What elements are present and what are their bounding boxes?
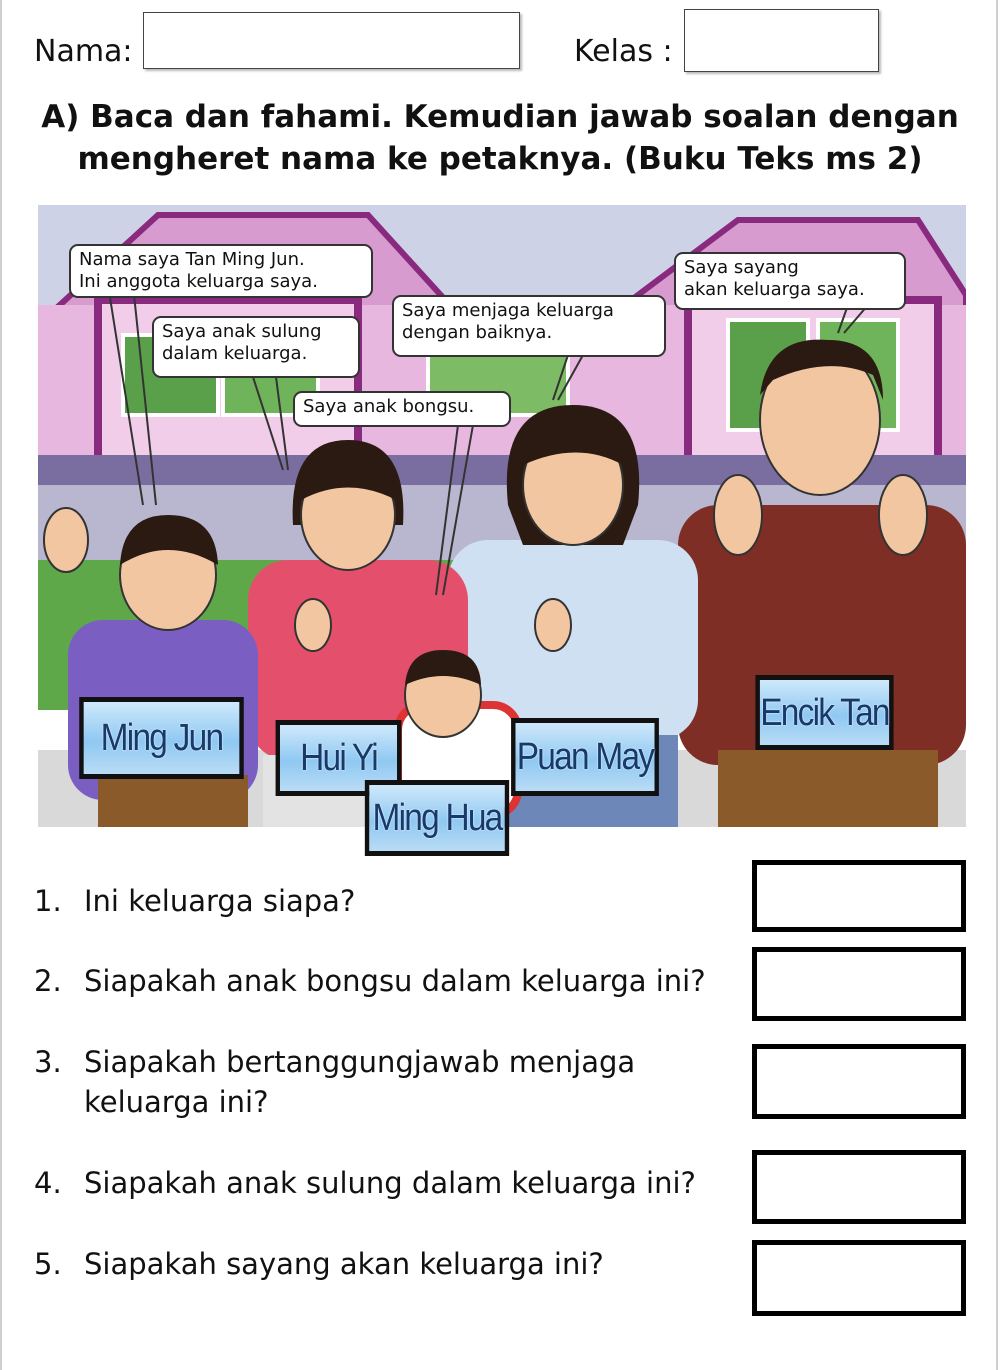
speech-bubble-ming-jun-line2: Ini anggota keluarga saya.: [79, 271, 318, 292]
name-chip-ming-jun[interactable]: Ming Jun: [79, 697, 244, 779]
question-5: [34, 1244, 734, 1288]
name-chip-hui-yi[interactable]: Hui Yi: [276, 720, 402, 796]
question-1: [34, 881, 734, 925]
name-chip-puan-may[interactable]: Puan May: [511, 718, 659, 796]
class-label: Kelas :: [574, 34, 673, 69]
question-3-text-line2: keluarga ini?: [84, 1085, 269, 1119]
speech-bubble-ming-jun-line1: Nama saya Tan Ming Jun.: [79, 249, 305, 270]
answer-box-4[interactable]: [752, 1150, 966, 1224]
question-2-text: Siapakah anak bongsu dalam keluarga ini?: [84, 964, 706, 998]
speech-bubble-encik-tan: [674, 252, 906, 310]
question-4-number: 4.: [34, 1166, 62, 1200]
name-chip-ming-hua[interactable]: Ming Hua: [365, 780, 509, 856]
question-2: [34, 961, 734, 1005]
speech-bubble-puan-may-line1: Saya menjaga keluarga: [402, 300, 614, 321]
speech-bubble-ming-jun: [69, 244, 373, 298]
speech-bubble-hui-yi-line2: dalam keluarga.: [162, 343, 308, 364]
question-4: [34, 1163, 734, 1207]
class-input[interactable]: [684, 9, 879, 72]
question-3: [34, 1042, 734, 1126]
speech-bubble-puan-may: [392, 295, 666, 357]
speech-bubble-hui-yi: [152, 316, 360, 378]
name-input[interactable]: [143, 12, 520, 69]
question-4-text: Siapakah anak sulung dalam keluarga ini?: [84, 1166, 696, 1200]
question-1-text: Ini keluarga siapa?: [84, 884, 356, 918]
page-border-left: [0, 0, 2, 1370]
question-5-text: Siapakah sayang akan keluarga ini?: [84, 1247, 604, 1281]
answer-box-2[interactable]: [752, 947, 966, 1021]
instruction-line-1: A) Baca dan fahami. Kemudian jawab soalan dengan: [41, 99, 959, 135]
question-5-number: 5.: [34, 1247, 62, 1281]
question-3-text: Siapakah bertanggungjawab menjaga: [84, 1045, 636, 1079]
speech-bubble-ming-hua-line1: Saya anak bongsu.: [303, 396, 475, 417]
question-1-number: 1.: [34, 884, 62, 918]
speech-bubble-encik-tan-line2: akan keluarga saya.: [684, 279, 865, 300]
name-chip-encik-tan[interactable]: Encik Tan: [755, 675, 893, 750]
instruction-line-2: mengheret nama ke petaknya. (Buku Teks ms 2): [77, 141, 923, 177]
speech-bubble-ming-hua: [293, 391, 511, 427]
page-border-right: [996, 0, 998, 1370]
question-3-number: 3.: [34, 1045, 62, 1079]
answer-box-5[interactable]: [752, 1240, 966, 1316]
speech-bubble-puan-may-line2: dengan baiknya.: [402, 322, 553, 343]
speech-bubble-hui-yi-line1: Saya anak sulung: [162, 321, 322, 342]
speech-bubble-encik-tan-line1: Saya sayang: [684, 257, 799, 278]
name-label: Nama:: [34, 34, 133, 69]
question-2-number: 2.: [34, 964, 62, 998]
answer-box-3[interactable]: [752, 1044, 966, 1119]
answer-box-1[interactable]: [752, 860, 966, 932]
